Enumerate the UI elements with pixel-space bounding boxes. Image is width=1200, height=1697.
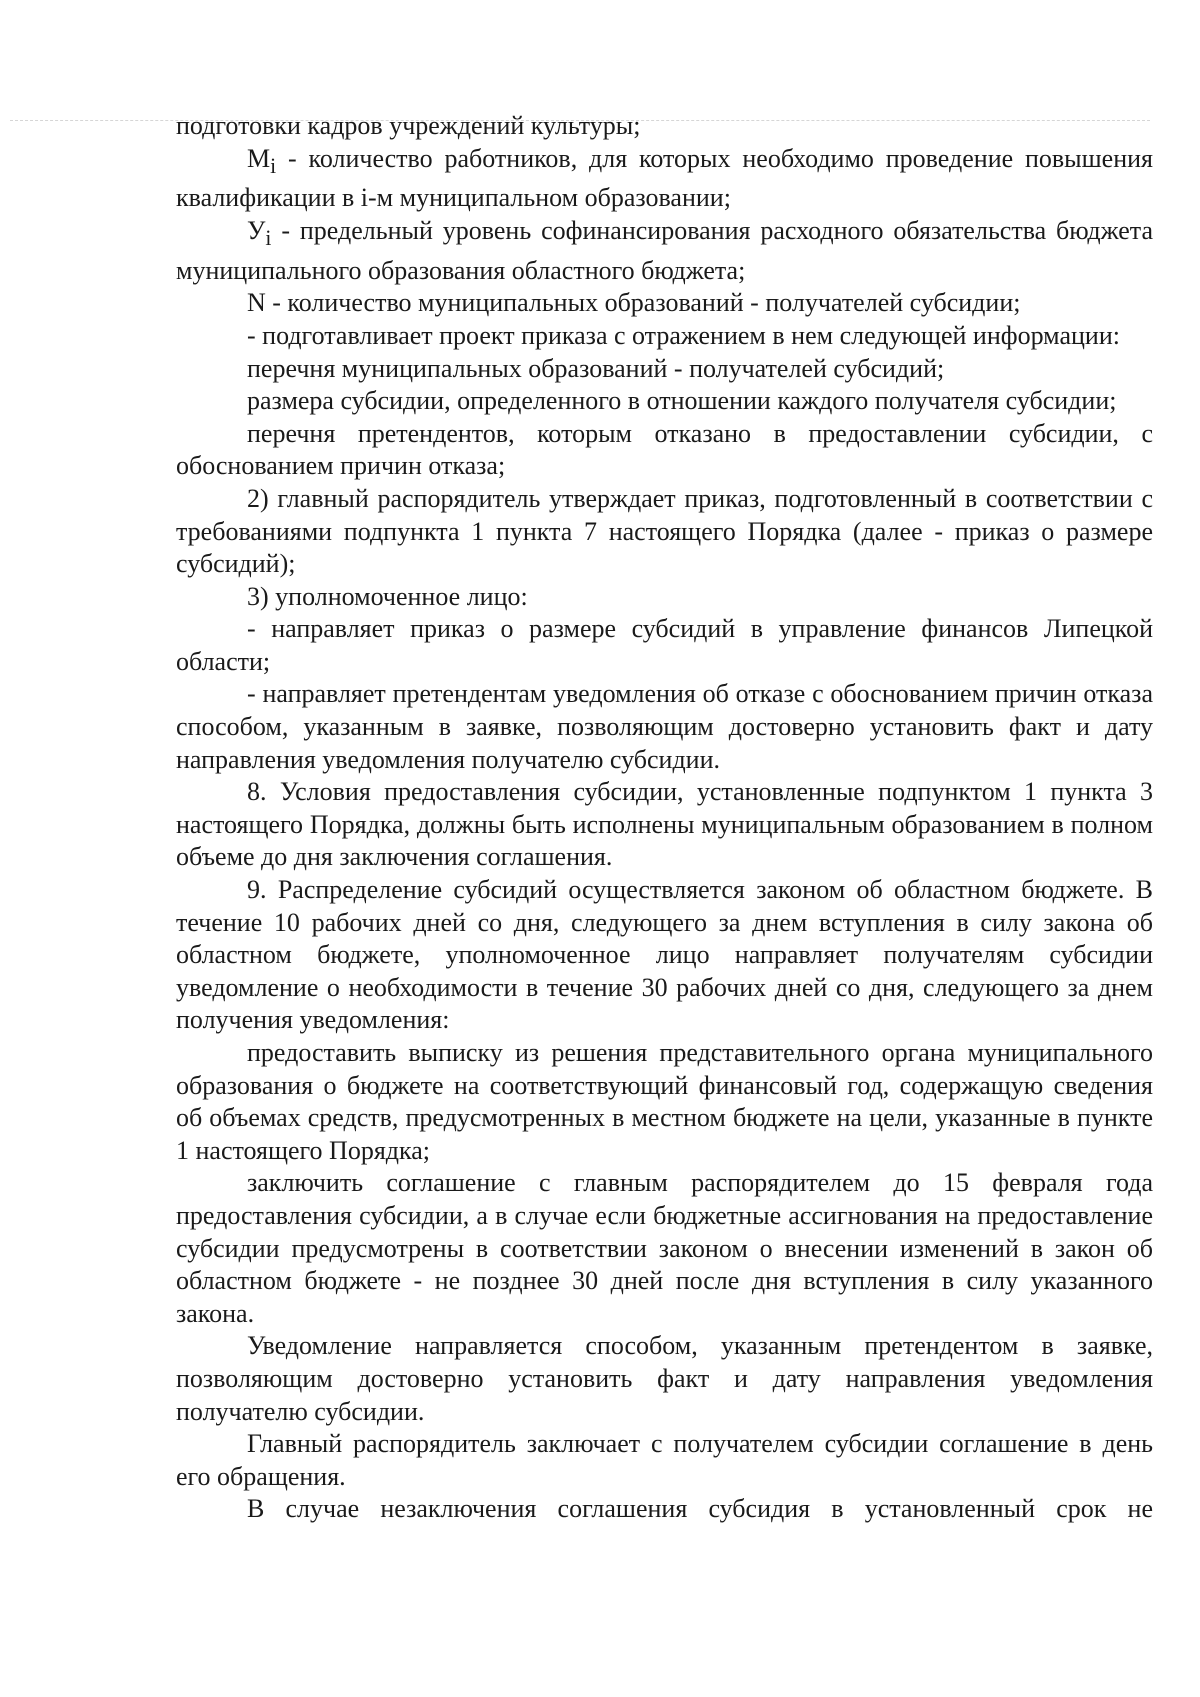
- paragraph: [176, 215, 1153, 287]
- paragraph: перечня муниципальных образований - получателей субсидий;: [247, 353, 945, 383]
- paragraph: Главный распорядитель заключает с получателем субсидии соглашение в день его обращения.: [176, 1429, 1153, 1491]
- paragraph: подготовки кадров учреждений культуры;: [176, 111, 641, 140]
- paragraph: - направляет приказ о размере субсидий в управление финансов Липецкой области;: [176, 614, 1153, 676]
- paragraph: 2) главный распорядитель утверждает приказ, подготовленный в соответствии с требованиями подпункта 1 пункта 7 настоящего Порядка (далее - приказ о размере субсидий);: [176, 483, 1153, 579]
- paragraph: размера субсидии, определенного в отношении каждого получателя субсидии;: [247, 386, 1117, 416]
- paragraph: заключить соглашение с главным распорядителем до 15 февраля года предоставления субсидии, а в случае если бюджетные ассигнования на предоставление субсидии предусмотрены в соответствии законом о внесении изменений в закон об областном бюджете - не позднее 30 дней после дня вступления в силу указанного закона.: [176, 1168, 1153, 1328]
- paragraph: В случае незаключения соглашения субсидия в установленный срок не: [247, 1494, 1153, 1524]
- formula-subscript: i: [270, 153, 277, 178]
- formula-symbol: M: [247, 143, 271, 173]
- paragraph: предоставить выписку из решения представительного органа муниципального образования о бюджете на соответствующий финансовый год, содержащую сведения об объемах средств, предусмотренных в местном бюджете на цели, указанные в пункте 1 настоящего Порядка;: [176, 1038, 1153, 1165]
- document-body: [176, 110, 1153, 1526]
- paragraph-text: - предельный уровень софинансирования расходного обязательства бюджета муниципального образования областного бюджета;: [176, 215, 1153, 285]
- formula-symbol: У: [247, 215, 266, 245]
- formula-subscript: i: [265, 226, 272, 251]
- paragraph: Уведомление направляется способом, указанным претендентом в заявке, позволяющим достоверно установить факт и дату направления уведомления получателю субсидии.: [176, 1331, 1153, 1426]
- paragraph: 3) уполномоченное лицо:: [247, 581, 528, 611]
- paragraph: N - количество муниципальных образований - получателей субсидии;: [247, 288, 1021, 318]
- paragraph: - подготавливает проект приказа с отражением в нем следующей информации:: [247, 320, 1120, 350]
- paragraph-text: - количество работников, для которых необходимо проведение повышения квалификации в i-м муниципальном образовании;: [176, 143, 1153, 213]
- paragraph: [176, 143, 1153, 215]
- paragraph: перечня претендентов, которым отказано в предоставлении субсидии, с обоснованием причин отказа;: [176, 418, 1153, 481]
- paragraph: 8. Условия предоставления субсидии, установленные подпунктом 1 пункта 3 настоящего Порядка, должны быть исполнены муниципальным образованием в полном объеме до дня заключения соглашения.: [176, 777, 1153, 872]
- paragraph: - направляет претендентам уведомления об отказе с обоснованием причин отказа способом, указанным в заявке, позволяющим достоверно установить факт и дату направления уведомления получателю субсидии.: [176, 679, 1153, 774]
- paragraph: 9. Распределение субсидий осуществляется законом об областном бюджете. В течение 10 рабочих дней со дня, следующего за днем вступления в силу закона об областном бюджете, уполномоченное лицо направляет получателям субсидии уведомление о необходимости в течение 30 рабочих дней со дня, следующего за днем получения уведомления:: [176, 875, 1153, 1035]
